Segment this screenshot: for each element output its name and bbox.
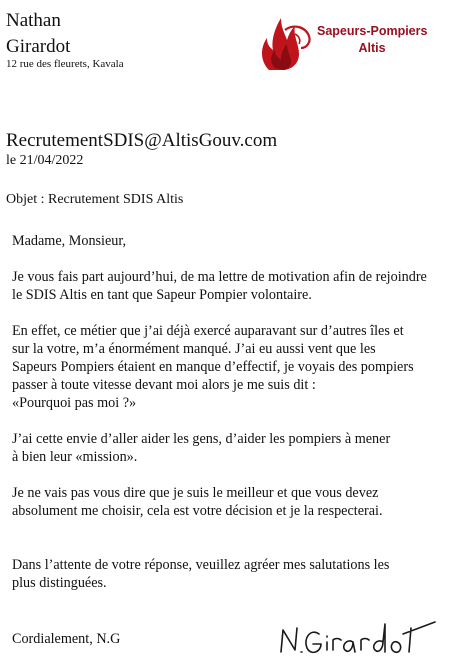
- logo-line-2: Altis: [358, 41, 386, 55]
- sender-first-name: Nathan: [6, 10, 61, 31]
- flame-helmet-icon: [255, 10, 315, 72]
- paragraph-5: [12, 556, 427, 592]
- sender-last-name: Girardot: [6, 36, 71, 57]
- paragraph-1: [12, 268, 427, 304]
- paragraph-line: à bien leur «mission».: [12, 449, 138, 465]
- logo-line-1: Sapeurs-Pompiers: [317, 24, 428, 38]
- paragraph-line: J’ai cette envie d’aller aider les gens, d’aider les pompiers à mener: [12, 431, 391, 447]
- paragraph-4: [12, 484, 427, 520]
- sender-address: 12 rue des fleurets, Kavala: [6, 58, 124, 70]
- paragraph-line: Dans l’attente de votre réponse, veuillez agréer mes salutations les: [12, 557, 390, 573]
- greeting: Madame, Monsieur,: [12, 233, 127, 249]
- paragraph-line: passer à toute vitesse devant moi alors je me suis dit :: [12, 377, 316, 393]
- letter-body: [12, 232, 427, 610]
- letter-date: le 21/04/2022: [6, 153, 84, 168]
- paragraph-line: Sapeurs Pompiers étaient en manque d’effectif, je voyais des pompiers: [12, 359, 414, 375]
- recipient-email: RecrutementSDIS@AltisGouv.com: [6, 130, 278, 151]
- paragraph-line: sur la votre, m’a énormément manqué. J’ai eu aussi vent que les: [12, 341, 376, 357]
- paragraph-3: [12, 430, 427, 466]
- paragraph-line: En effet, ce métier que j’ai déjà exercé auparavant sur d’autres îles et: [12, 323, 404, 339]
- letter-subject: Objet : Recrutement SDIS Altis: [6, 192, 184, 207]
- paragraph-line: Je ne vais pas vous dire que je suis le meilleur et que vous devez: [12, 485, 379, 501]
- paragraph-line: plus distinguées.: [12, 575, 107, 591]
- handwritten-signature: [275, 608, 445, 663]
- sapeurs-pompiers-logo: [255, 10, 428, 72]
- paragraph-line: «Pourquoi pas moi ?»: [12, 395, 137, 411]
- paragraph-2: [12, 322, 427, 412]
- logo-text: [317, 23, 427, 57]
- paragraph-line: Je vous fais part aujourd’hui, de ma lettre de motivation afin de rejoindre: [12, 269, 427, 285]
- paragraph-line: le SDIS Altis en tant que Sapeur Pompier volontaire.: [12, 287, 312, 303]
- paragraph-line: absolument me choisir, cela est votre décision et je la respecterai.: [12, 503, 383, 519]
- closing: Cordialement, N.G: [12, 631, 121, 647]
